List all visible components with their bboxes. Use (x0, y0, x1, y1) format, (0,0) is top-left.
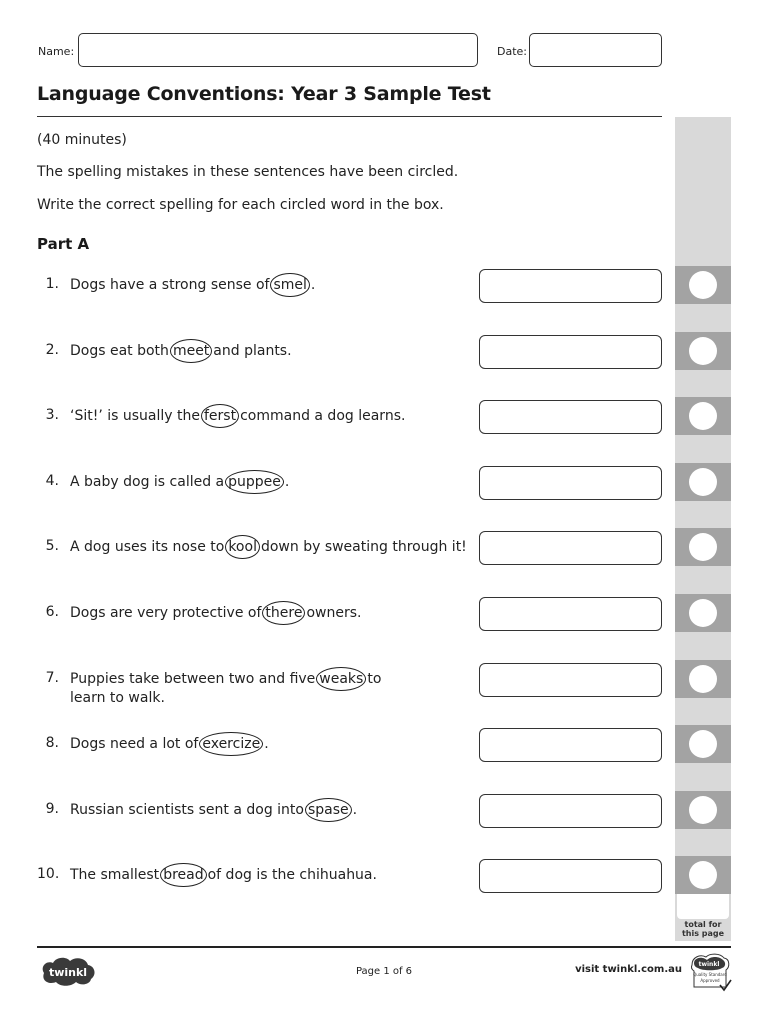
question-number: 5. (45, 538, 59, 554)
answer-box[interactable] (479, 859, 662, 893)
sentence-before: Puppies take between two and five (70, 671, 316, 687)
question-sentence (70, 342, 490, 361)
question-row (37, 801, 477, 841)
title-divider (37, 116, 662, 117)
question-number: 9. (45, 801, 59, 817)
answer-box[interactable] (479, 663, 662, 697)
svg-text:Approved: Approved (700, 978, 720, 983)
sentence-after: . (264, 736, 269, 752)
svg-text:twinkl: twinkl (698, 961, 720, 968)
mark-band (675, 791, 731, 829)
question-row (37, 276, 477, 316)
mark-circle[interactable] (689, 337, 717, 365)
question-number: 8. (45, 735, 59, 751)
sentence-before: Dogs have a strong sense of (70, 277, 270, 293)
sentence-before: The smallest (70, 867, 160, 883)
twinkl-logo (38, 955, 98, 987)
question-sentence (70, 407, 490, 426)
sentence-before: Dogs are very protective of (70, 605, 262, 621)
answer-box[interactable] (479, 531, 662, 565)
question-number: 3. (45, 407, 59, 423)
answer-box[interactable] (479, 728, 662, 762)
question-number: 2. (45, 342, 59, 358)
question-number: 6. (45, 604, 59, 620)
question-row (37, 473, 477, 513)
mark-circle[interactable] (689, 599, 717, 627)
question-row (37, 735, 477, 775)
sentence-before: Russian scientists sent a dog into (70, 802, 304, 818)
question-sentence (70, 866, 490, 885)
sentence-after: down by sweating through it! (260, 539, 467, 555)
mark-band (675, 332, 731, 370)
date-label: Date: (497, 45, 527, 58)
mark-band (675, 266, 731, 304)
svg-text:twinkl: twinkl (48, 966, 88, 979)
question-sentence (70, 276, 490, 295)
sentence-before: A dog uses its nose to (70, 539, 225, 555)
sentence-after: and plants. (213, 343, 292, 359)
date-field[interactable] (529, 33, 662, 67)
mark-band (675, 463, 731, 501)
circled-misspelled-word: smel (270, 273, 309, 297)
svg-text:Quality Standard: Quality Standard (693, 972, 727, 977)
instruction-line-2: Write the correct spelling for each circled word in the box. (37, 197, 444, 213)
sentence-after: . (284, 474, 290, 490)
circled-misspelled-word: puppee (225, 470, 284, 494)
sentence-continued: learn to walk. (70, 690, 165, 706)
mark-circle[interactable] (689, 533, 717, 561)
answer-box[interactable] (479, 466, 662, 500)
sentence-before: Dogs eat both (70, 343, 169, 359)
question-row (37, 407, 477, 447)
mark-band (675, 528, 731, 566)
sentence-before: A baby dog is called a (70, 474, 225, 490)
page-total-label: total for this page (681, 920, 725, 938)
sentence-after: to (367, 671, 382, 687)
mark-circle[interactable] (689, 861, 717, 889)
mark-band (675, 856, 731, 894)
mark-band (675, 660, 731, 698)
mark-circle[interactable] (689, 402, 717, 430)
mark-circle[interactable] (689, 468, 717, 496)
question-row (37, 604, 477, 644)
question-sentence (70, 735, 490, 754)
circled-misspelled-word: weaks (316, 667, 366, 691)
question-number: 7. (45, 670, 59, 686)
mark-band (675, 725, 731, 763)
sentence-after: owners. (306, 605, 362, 621)
sentence-before: ‘Sit!’ is usually the (70, 408, 200, 424)
question-row (37, 538, 477, 578)
name-field[interactable] (78, 33, 478, 67)
circled-misspelled-word: ferst (201, 404, 239, 428)
question-sentence (70, 801, 490, 820)
sentence-after: . (310, 277, 316, 293)
circled-misspelled-word: spase (305, 798, 352, 822)
question-number: 4. (45, 473, 59, 489)
answer-box[interactable] (479, 335, 662, 369)
question-row (37, 866, 477, 906)
mark-circle[interactable] (689, 271, 717, 299)
quality-approved-badge (688, 951, 732, 993)
circled-misspelled-word: bread (160, 863, 206, 887)
mark-circle[interactable] (689, 665, 717, 693)
question-number: 10. (37, 866, 60, 882)
circled-misspelled-word: kool (225, 535, 260, 559)
page-number: Page 1 of 6 (355, 966, 413, 977)
answer-box[interactable] (479, 597, 662, 631)
question-sentence (70, 473, 490, 492)
question-row (37, 670, 477, 710)
duration-text: (40 minutes) (37, 132, 127, 148)
name-label: Name: (38, 45, 75, 58)
instruction-line-1: The spelling mistakes in these sentences have been circled. (37, 164, 459, 180)
mark-circle[interactable] (689, 796, 717, 824)
sentence-before: Dogs need a lot of (70, 736, 199, 752)
sentence-after: command a dog learns. (240, 408, 406, 424)
question-number: 1. (45, 276, 59, 292)
footer-divider (37, 946, 731, 948)
page-title: Language Conventions: Year 3 Sample Test (37, 83, 491, 105)
sentence-after: of dog is the chihuahua. (207, 867, 377, 883)
circled-misspelled-word: meet (170, 339, 212, 363)
question-sentence (70, 604, 490, 623)
answer-box[interactable] (479, 794, 662, 828)
answer-box[interactable] (479, 400, 662, 434)
visit-website-link[interactable]: visit twinkl.com.au (575, 964, 682, 975)
question-sentence (70, 538, 490, 557)
answer-box[interactable] (479, 269, 662, 303)
mark-circle[interactable] (689, 730, 717, 758)
mark-band (675, 397, 731, 435)
circled-misspelled-word: there (262, 601, 305, 625)
question-row (37, 342, 477, 382)
part-a-heading: Part A (37, 235, 90, 253)
sentence-after: . (352, 802, 358, 818)
mark-band (675, 594, 731, 632)
circled-misspelled-word: exercize (199, 732, 263, 756)
question-sentence (70, 670, 490, 708)
